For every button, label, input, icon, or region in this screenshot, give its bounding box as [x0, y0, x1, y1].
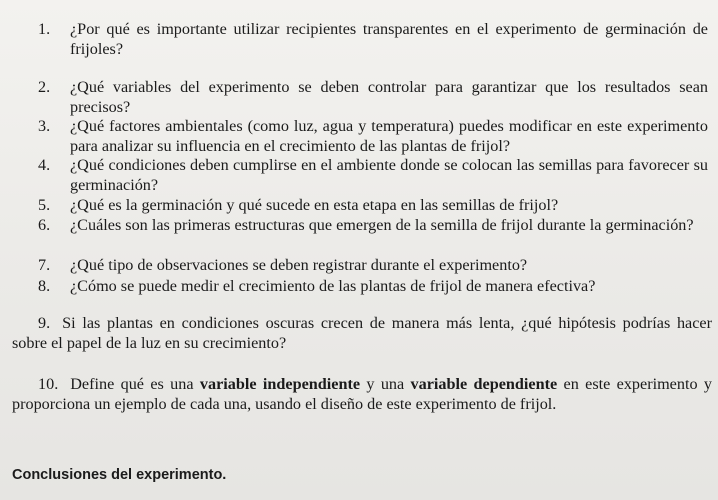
- question-text: ¿Por qué es importante utilizar recipientes transparentes en el experimento de germinación de frijoles?: [70, 20, 708, 58]
- conclusions-heading: Conclusiones del experimento.: [12, 467, 227, 483]
- question-text: ¿Qué condiciones deben cumplirse en el ambiente donde se colocan las semillas para favorecer su germinación?: [70, 156, 708, 194]
- question-number: 4.: [38, 156, 51, 174]
- question-number: 7.: [38, 256, 51, 274]
- question-text: ¿Qué tipo de observaciones se deben registrar durante el experimento?: [70, 256, 528, 274]
- term-dependent-variable: variable dependiente: [410, 375, 558, 393]
- question-text: ¿Qué variables del experimento se deben controlar para garantizar que los resultados sean precisos?: [70, 78, 708, 116]
- question-text-part: y una: [360, 375, 411, 393]
- question-text: ¿Qué es la germinación y qué sucede en esta etapa en las semillas de frijol?: [70, 196, 559, 214]
- question-text: ¿Cuáles son las primeras estructuras que emergen de la semilla de frijol durante la germinación?: [70, 216, 694, 234]
- question-3: [40, 117, 708, 156]
- term-independent-variable: variable independiente: [199, 375, 361, 393]
- question-number: 6.: [38, 216, 51, 234]
- question-2: [40, 78, 708, 117]
- question-number: 9.: [38, 314, 51, 332]
- question-text: Si las plantas en condiciones oscuras crecen de manera más lenta, ¿qué hipótesis podrías hacer sobre el papel de la luz en su crecimiento?: [12, 314, 712, 352]
- question-4: [40, 156, 708, 195]
- question-6: [40, 216, 708, 236]
- question-number: 10.: [38, 375, 59, 393]
- question-text: ¿Qué factores ambientales (como luz, agua y temperatura) puedes modificar en este experimento para analizar su influencia en el crecimiento de las plantas de frijol?: [70, 117, 708, 155]
- question-7: [40, 256, 708, 276]
- question-9: [12, 314, 712, 353]
- question-number: 5.: [38, 196, 51, 214]
- question-text-part: en este experimento y proporciona un ejemplo de cada una, usando el diseño de este experimento de frijol.: [12, 375, 712, 413]
- question-10: [12, 375, 712, 414]
- question-number: 3.: [38, 117, 51, 135]
- question-8: [40, 277, 708, 297]
- question-text: ¿Cómo se puede medir el crecimiento de las plantas de frijol de manera efectiva?: [70, 277, 596, 295]
- question-number: 8.: [38, 277, 51, 295]
- question-number: 1.: [38, 20, 51, 38]
- question-number: 2.: [38, 78, 51, 96]
- question-text-part: Define qué es una: [70, 375, 200, 393]
- question-1: [40, 20, 708, 59]
- question-5: [40, 196, 708, 216]
